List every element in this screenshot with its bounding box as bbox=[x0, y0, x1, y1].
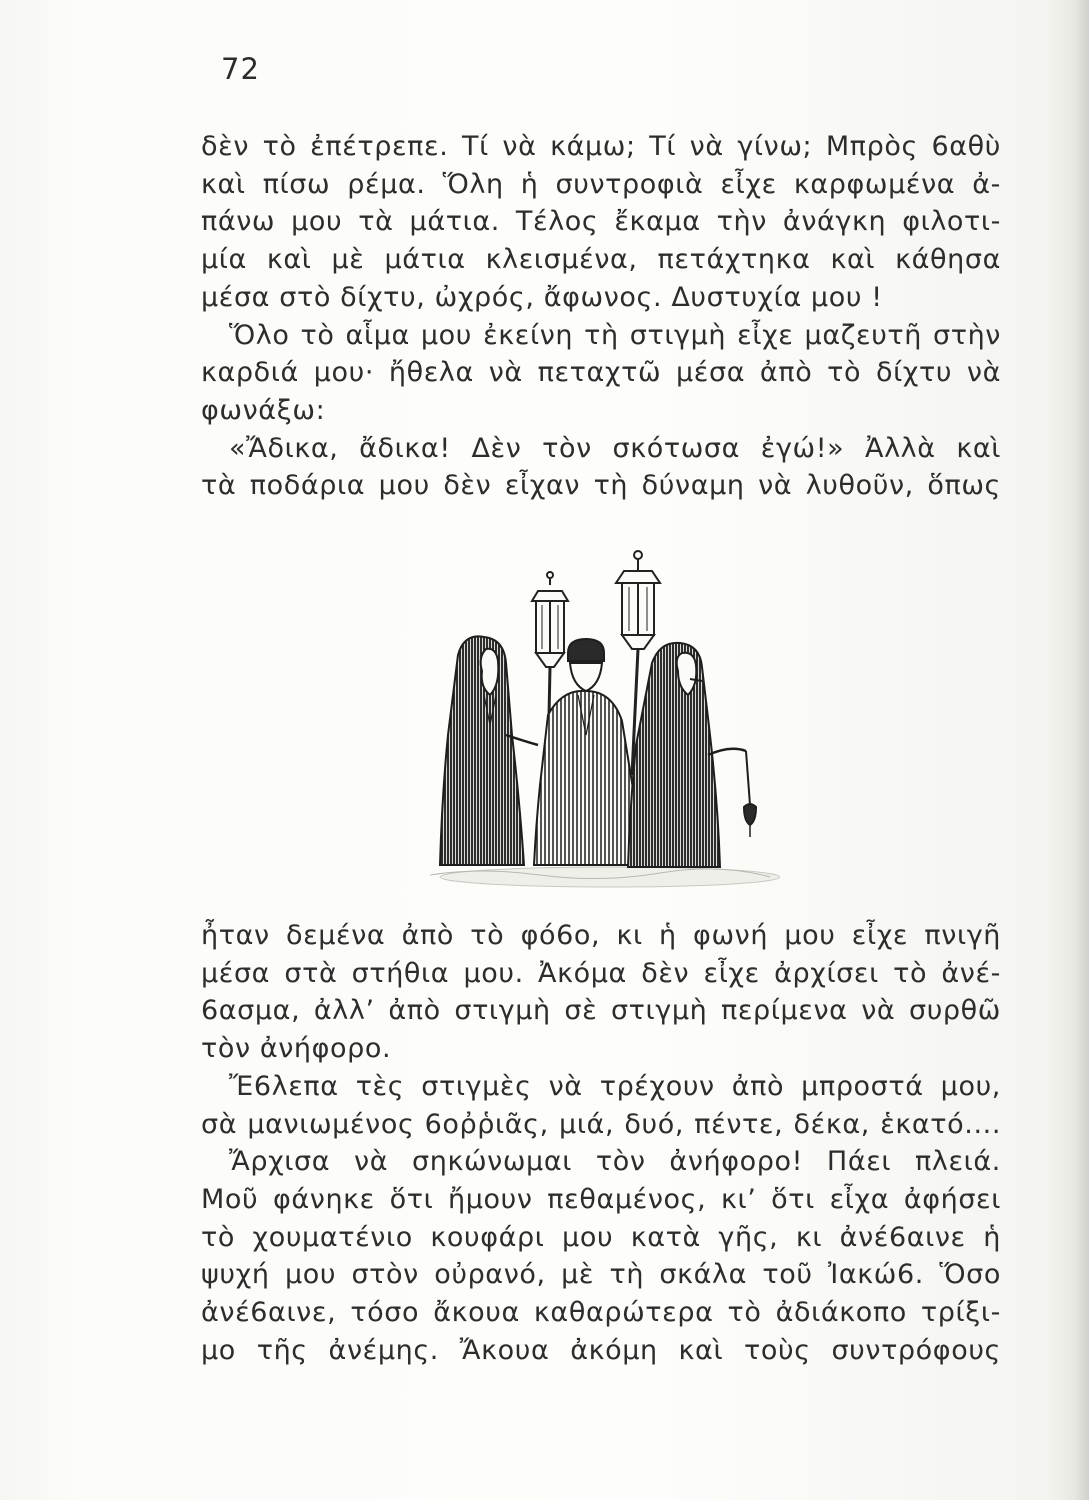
text-line: Ἔ6λεπα τὲς στιγμὲς νὰ τρέχουν ἀπὸ μπροστά μου, bbox=[229, 1070, 1001, 1102]
text-line: τὰ ποδάρια μου δὲν εἶχαν τὴ δύναμη νὰ λυθοῦν, ὅπως bbox=[201, 470, 1001, 502]
text-line: σὰ μανιωμένος 6οῤῥιᾶς, μιά, δυό, πέντε, δέκα, ἑκατό.... bbox=[201, 1108, 1001, 1140]
text-block-bottom bbox=[201, 917, 1001, 1369]
text-line: Μοῦ φάνηκε ὅτι ἤμουν πεθαμένος, κι’ ὅτι εἶχα ἀφήσει bbox=[201, 1183, 1001, 1215]
page-edge-shadow bbox=[1075, 0, 1089, 1500]
text-line: μέσα στὰ στήθια μου. Ἀκόμα δὲν εἶχε ἀρχίσει τὸ ἀνέ- bbox=[201, 957, 1001, 989]
text-line: Ἄρχισα νὰ σηκώνωμαι τὸν ἀνήφορο! Πάει πλειά. bbox=[229, 1146, 1001, 1178]
text-line: πάνω μου τὰ μάτια. Τέλος ἔκαμα τὴν ἀνάγκη φιλοτι- bbox=[201, 206, 1001, 238]
page-number: 72 bbox=[221, 52, 260, 86]
text-line: 6ασμα, ἀλλ’ ἀπὸ στιγμὴ σὲ στιγμὴ περίμενα νὰ συρθῶ bbox=[201, 995, 1001, 1027]
text-line: μέσα στὸ δίχτυ, ὠχρός, ἄφωνος. Δυστυχία μου ! bbox=[201, 281, 883, 313]
text-block-top bbox=[201, 128, 1001, 505]
text-line: ψυχή μου στὸν οὐρανό, μὲ τὴ σκάλα τοῦ Ἰακώ6. Ὅσο bbox=[201, 1259, 1001, 1291]
text-line: καὶ πίσω ρέμα. Ὅλη ἡ συντροφιὰ εἶχε καρφωμένα ἀ- bbox=[201, 168, 1001, 200]
text-line: «Ἄδικα, ἄδικα! Δὲν τὸν σκότωσα ἐγώ!» Ἀλλὰ καὶ bbox=[229, 432, 1001, 464]
text-line: δὲν τὸ ἐπέτρεπε. Τί νὰ κάμω; Τί νὰ γίνω; Μπρὸς 6αθὺ bbox=[201, 131, 1001, 162]
text-line: φωνάξω: bbox=[201, 394, 326, 426]
monk-right bbox=[628, 643, 756, 867]
text-line: Ὅλο τὸ αἷμα μου ἐκείνη τὴ στιγμὴ εἶχε μαζευτῆ στὴν bbox=[229, 319, 1001, 351]
monk-left bbox=[440, 636, 538, 865]
text-line: ἦταν δεμένα ἀπὸ τὸ φό6ο, κι ἡ φωνή μου εἶχε πνιγῆ bbox=[201, 920, 1001, 951]
monks-with-lanterns-illustration bbox=[420, 545, 780, 895]
text-line: καρδιά μου· ἤθελα νὰ πεταχτῶ μέσα ἀπὸ τὸ δίχτυ νὰ bbox=[201, 357, 1001, 389]
text-line: ἀνέ6αινε, τόσο ἄκουα καθαρώτερα τὸ ἀδιάκοπο τρίξι- bbox=[201, 1297, 1001, 1329]
text-line: μία καὶ μὲ μάτια κλεισμένα, πετάχτηκα καὶ κάθησα bbox=[201, 244, 1001, 276]
text-line: μο τῆς ἀνέμης. Ἄκουα ἀκόμη καὶ τοὺς συντρόφους bbox=[201, 1334, 1001, 1366]
text-line: τὸ χουματένιο κουφάρι μου κατὰ γῆς, κι ἀνέ6αινε ἡ bbox=[201, 1221, 1001, 1253]
text-line: τὸν ἀνήφορο. bbox=[201, 1033, 392, 1065]
